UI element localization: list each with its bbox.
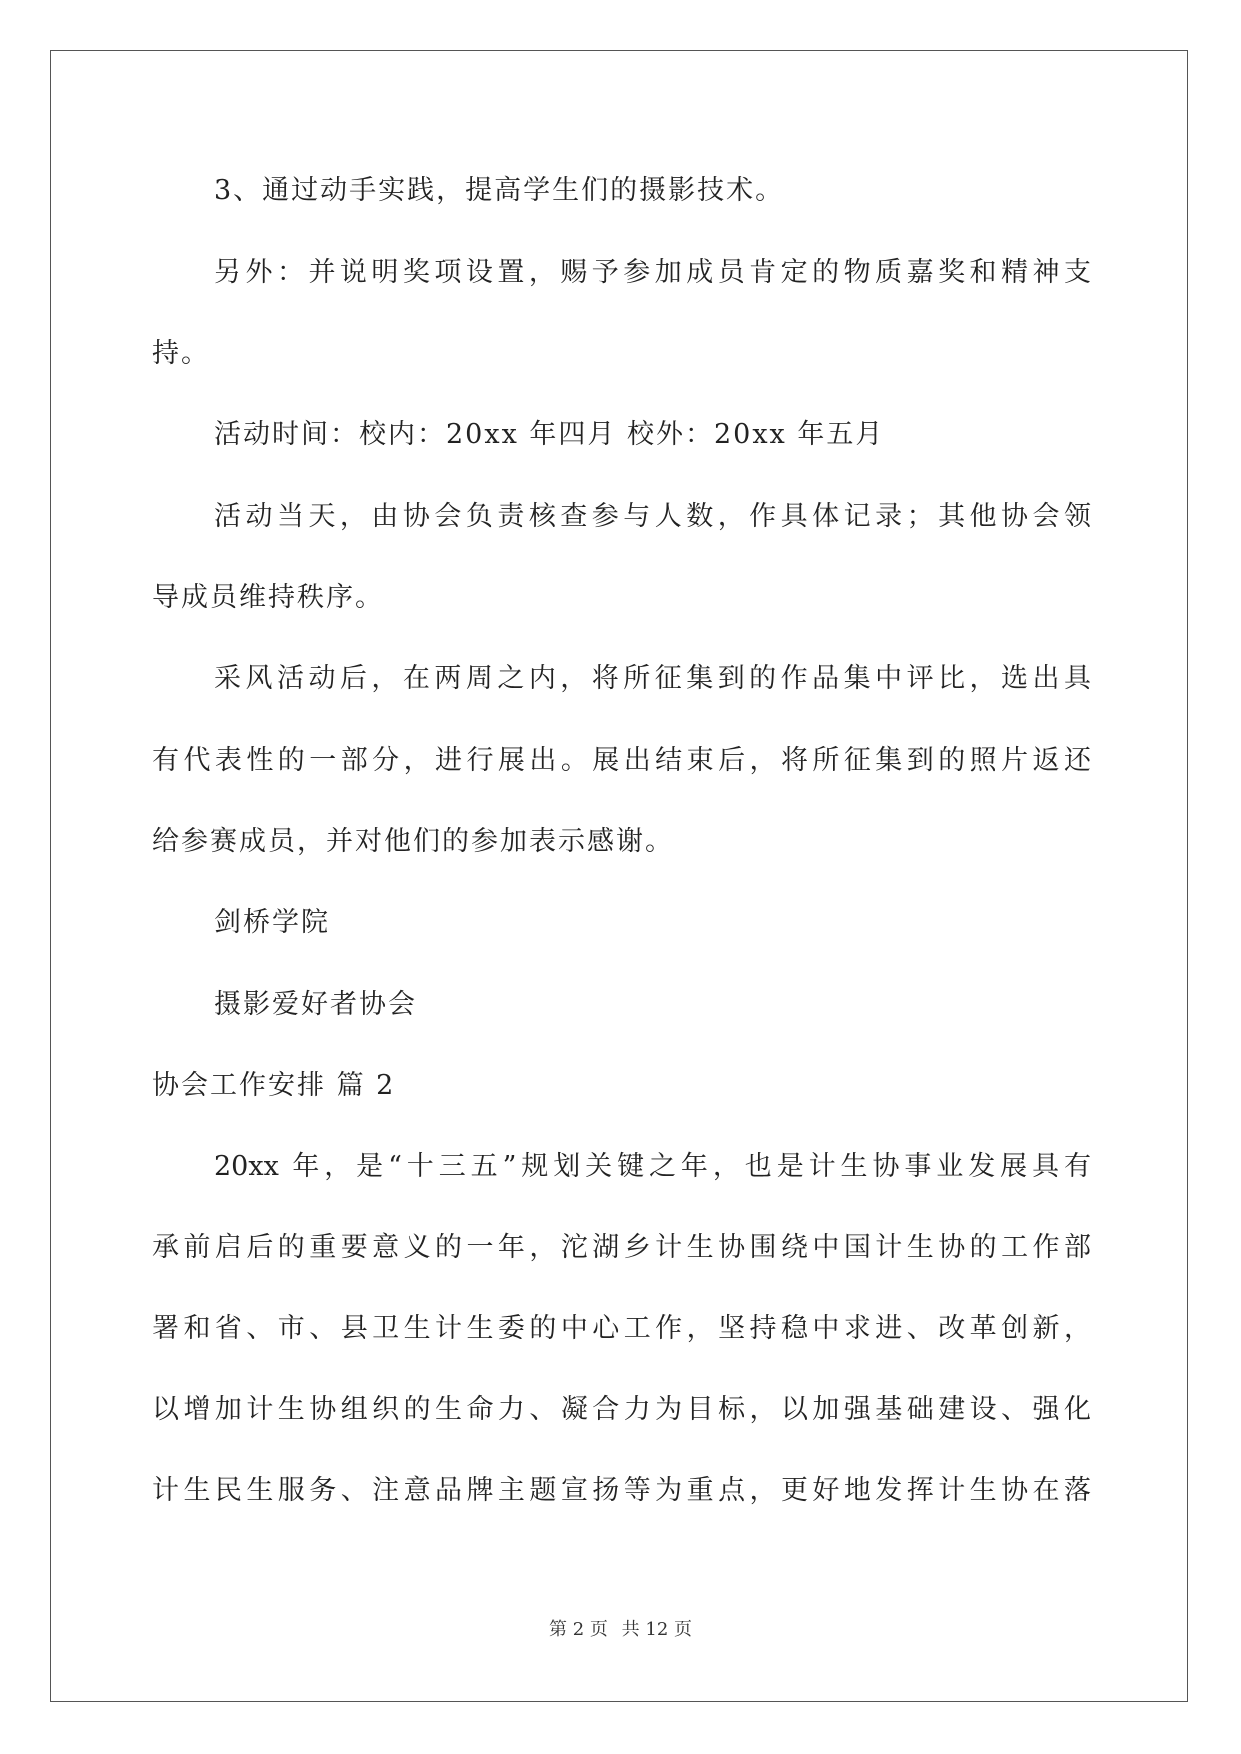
page-total: 共 12 页 [621, 1619, 692, 1640]
paragraph-awards-line-1: 另外：并说明奖项设置，赐予参加成员肯定的物质嘉奖和精神支 [214, 257, 1091, 288]
section-heading: 协会工作安排 篇 2 [152, 1070, 396, 1101]
paragraph-plan-line-5: 计生民生服务、注意品牌主题宣扬等为重点，更好地发挥计生协在落 [152, 1475, 1091, 1506]
activity-time: 活动时间：校内：20xx 年四月 校外：20xx 年五月 [214, 419, 885, 450]
paragraph-awards-line-2: 持。 [152, 338, 210, 369]
paragraph-collection-line-1: 采风活动后，在两周之内，将所征集到的作品集中评比，选出具 [214, 663, 1091, 694]
paragraph-plan-line-2: 承前启后的重要意义的一年，沱湖乡计生协围绕中国计生协的工作部 [152, 1232, 1091, 1263]
paragraph-plan-line-3: 署和省、市、县卫生计生委的中心工作，坚持稳中求进、改革创新， [152, 1313, 1091, 1344]
list-item-3: 3、通过动手实践，提高学生们的摄影技术。 [214, 175, 785, 206]
paragraph-collection-line-3: 给参赛成员，并对他们的参加表示感谢。 [152, 826, 674, 857]
paragraph-plan-line-4: 以增加计生协组织的生命力、凝合力为目标，以加强基础建设、强化 [152, 1394, 1091, 1425]
signature-association: 摄影爱好者协会 [214, 989, 417, 1020]
page-border [50, 50, 1188, 1702]
paragraph-plan-line-1: 20xx 年，是“十三五”规划关键之年，也是计生协事业发展具有 [214, 1151, 1091, 1182]
page-footer [0, 1618, 1241, 1642]
paragraph-collection-line-2: 有代表性的一部分，进行展出。展出结束后，将所征集到的照片返还 [152, 745, 1091, 776]
page-number: 第 2 页 [549, 1619, 608, 1640]
paragraph-activity-day-line-1: 活动当天，由协会负责核查参与人数，作具体记录；其他协会领 [214, 501, 1091, 532]
signature-school: 剑桥学院 [214, 907, 330, 938]
paragraph-activity-day-line-2: 导成员维持秩序。 [152, 582, 384, 613]
